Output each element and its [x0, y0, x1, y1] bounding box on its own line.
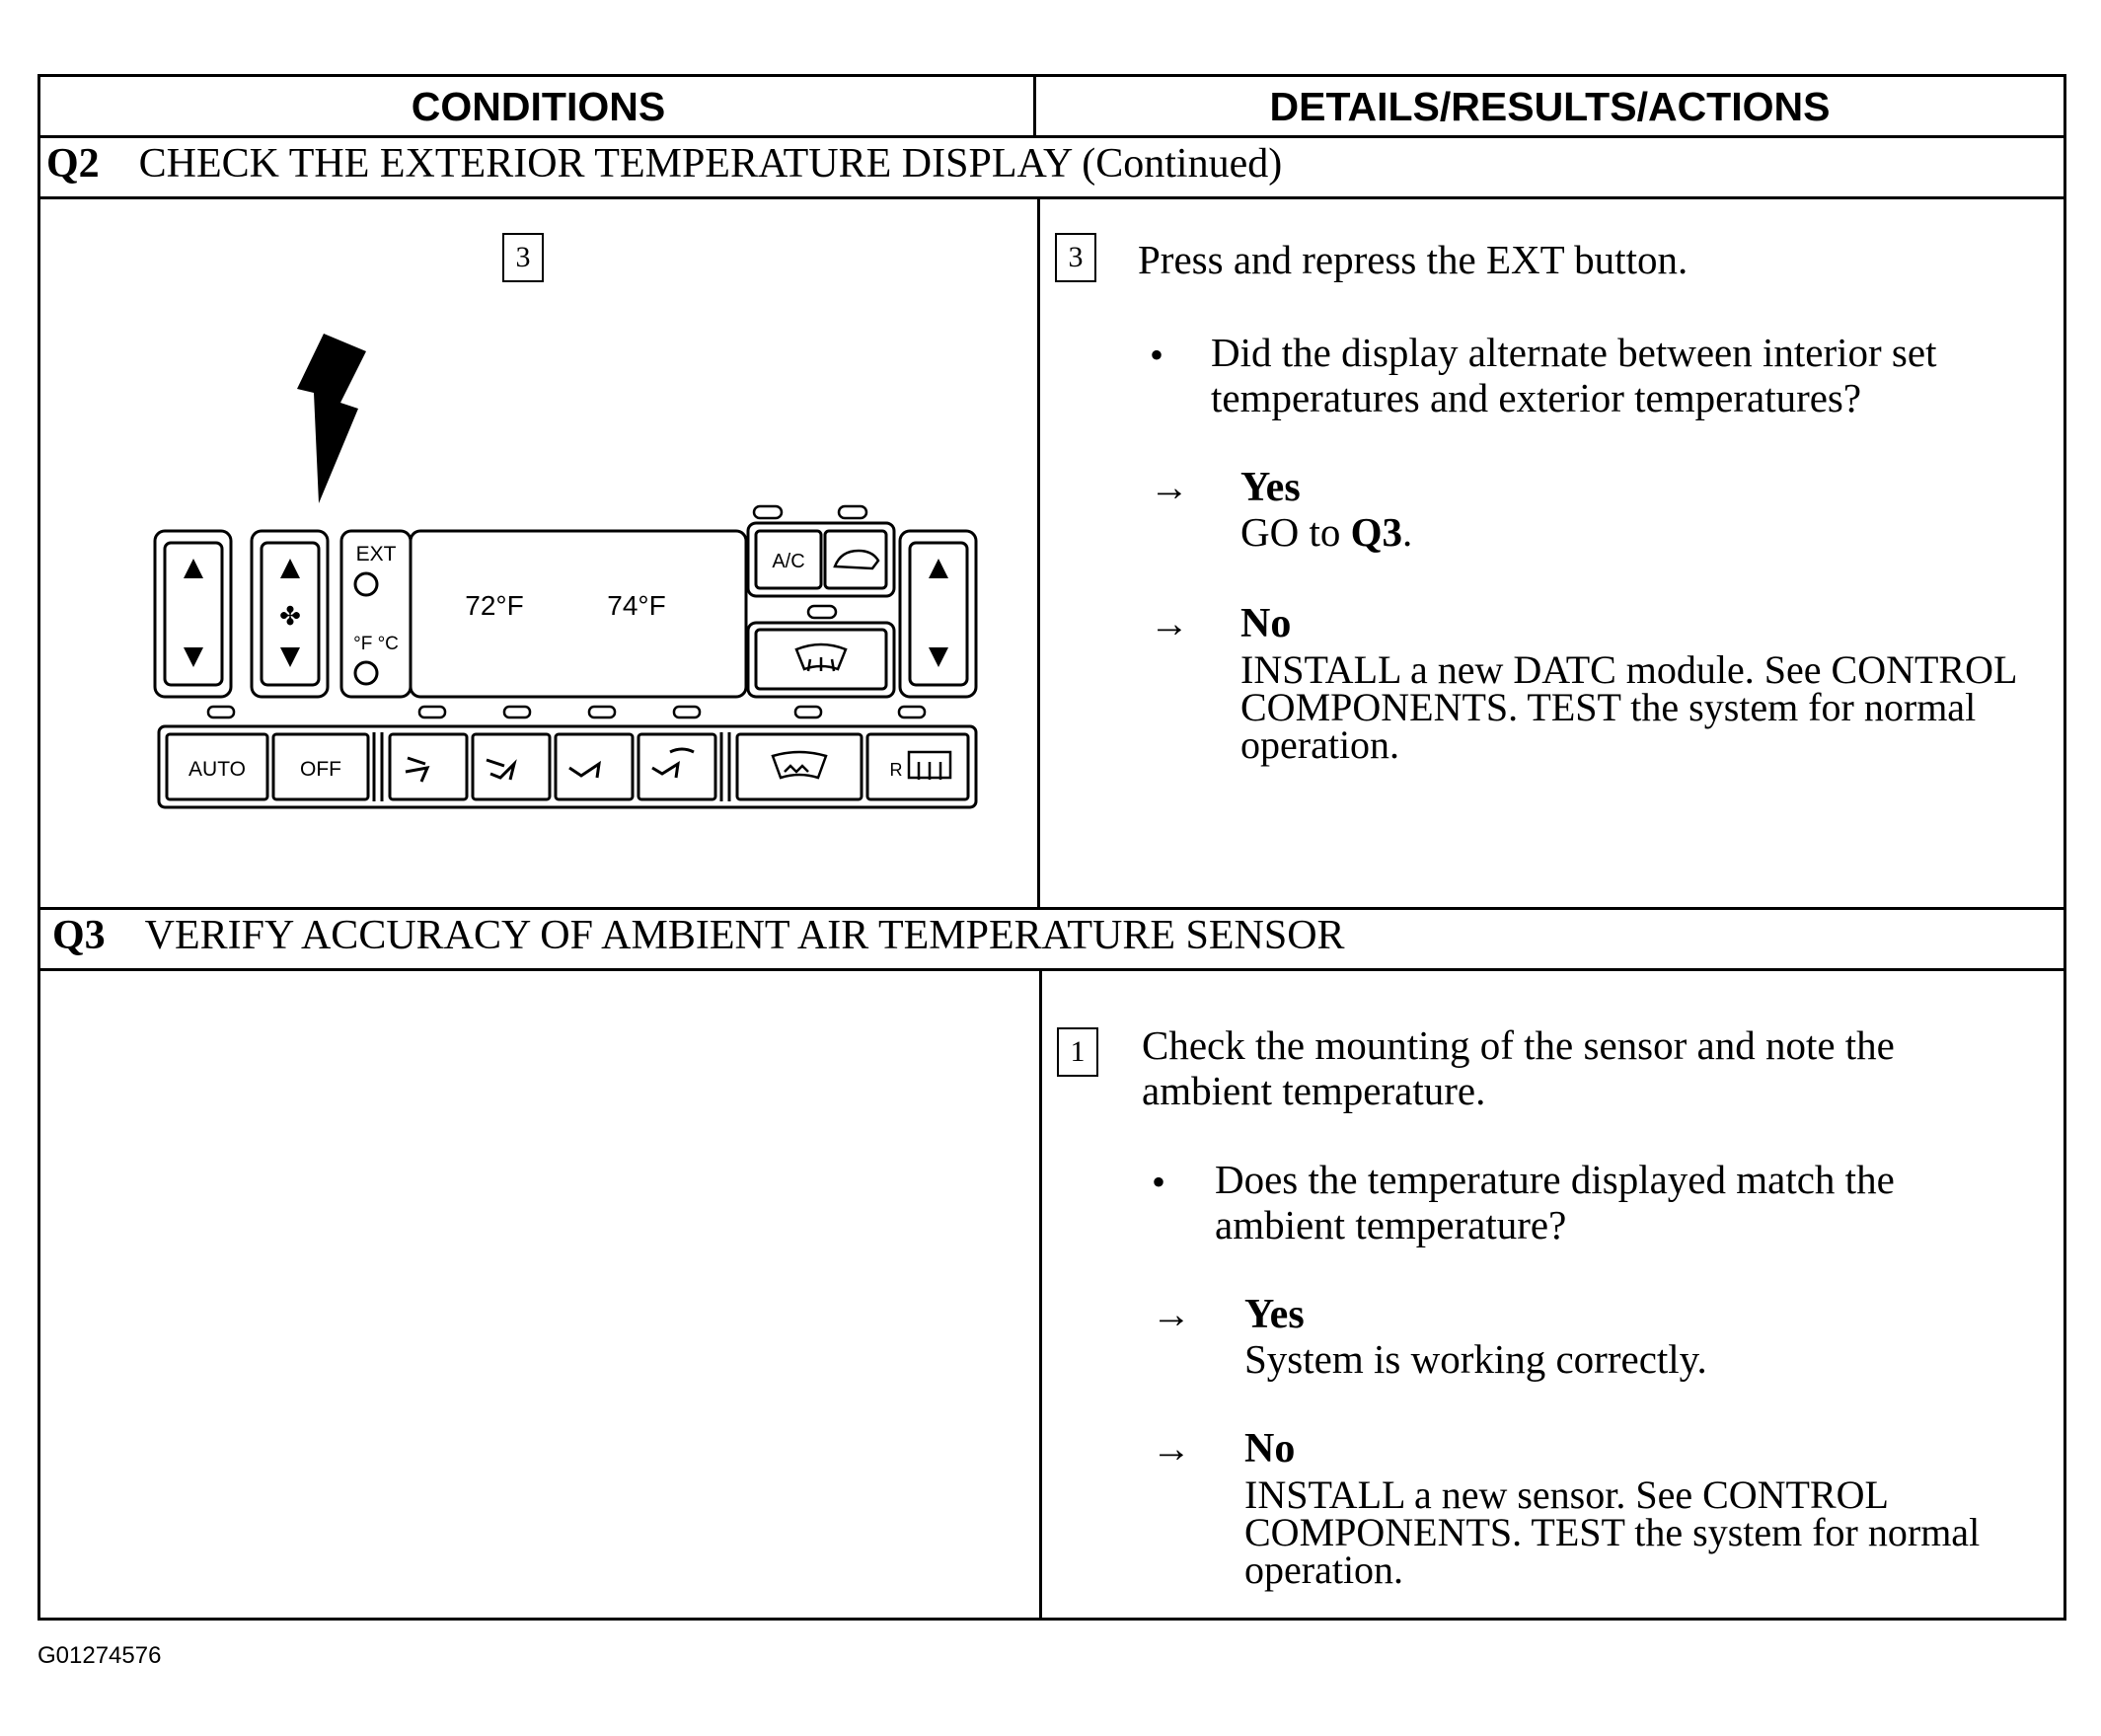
q3-reference[interactable]: Q3	[1350, 509, 1403, 555]
display-temp-left: 72°F	[465, 590, 524, 621]
q2-yes-result: GO to Q3.	[1240, 509, 1413, 555]
f-c-button-icon[interactable]	[355, 662, 377, 684]
q3-no-line3: operation.	[1244, 1547, 1404, 1592]
ext-label: EXT	[355, 543, 397, 566]
atc-control-panel-figure	[112, 334, 980, 886]
q2-yes-label: Yes	[1240, 465, 1301, 510]
rule	[40, 968, 2063, 971]
q3-no-line2: COMPONENTS. TEST the system for normal	[1244, 1510, 1981, 1554]
q2-number: Q2	[46, 141, 100, 187]
floor-defrost-icon	[652, 749, 694, 778]
left-temp-up-icon	[184, 559, 203, 578]
q3-question-line2: ambient temperature?	[1215, 1202, 1567, 1247]
q3-number: Q3	[52, 913, 106, 958]
header-divider	[1033, 77, 1036, 136]
q3-step-box: 1	[1057, 1027, 1098, 1077]
q2-title-row	[46, 140, 1282, 188]
q3-instruction-line2: ambient temperature.	[1142, 1068, 1486, 1113]
off-label: OFF	[300, 758, 341, 781]
q3-instruction-line1: Check the mounting of the sensor and note the	[1142, 1022, 1895, 1068]
ext-button-icon[interactable]	[355, 573, 377, 595]
q2-step-box: 3	[1055, 233, 1096, 282]
q3-bullet: •	[1152, 1160, 1166, 1204]
floor-icon	[569, 764, 599, 778]
q3-no-label: No	[1244, 1426, 1296, 1472]
q2-no-label: No	[1240, 601, 1292, 646]
q3-yes-label: Yes	[1244, 1292, 1305, 1337]
ac-label: A/C	[772, 551, 805, 572]
f-c-label: °F °C	[353, 634, 399, 654]
rear-label: R	[889, 760, 903, 780]
q2-question-line1: Did the display alternate between interior set	[1211, 330, 1937, 375]
pointer-arrow-icon	[297, 334, 366, 503]
rule	[40, 135, 2063, 138]
panel-vent-icon	[406, 758, 427, 782]
rule	[40, 196, 2063, 199]
right-temp-down-icon	[929, 647, 948, 667]
q2-no-line3: operation.	[1240, 722, 1400, 767]
fan-down-icon	[280, 647, 300, 667]
q3-title-row	[52, 912, 1345, 959]
conditions-header: CONDITIONS	[411, 84, 666, 129]
left-temp-rocker[interactable]	[155, 531, 231, 697]
q3-column-divider	[1039, 968, 1042, 1621]
temperature-display	[411, 531, 746, 697]
fan-up-icon	[280, 559, 300, 578]
fan-icon: ✤	[279, 601, 301, 631]
auto-label: AUTO	[188, 758, 246, 781]
q3-no-arrow-icon: →	[1152, 1426, 1191, 1471]
q3-yes-arrow-icon: →	[1152, 1292, 1191, 1336]
figure-step-box: 3	[502, 233, 544, 282]
q2-bullet: •	[1150, 333, 1164, 377]
figure-code: G01274576	[38, 1642, 162, 1669]
diagnostic-table	[38, 74, 2066, 1621]
right-temp-rocker[interactable]	[900, 531, 976, 697]
mode-button-strip	[159, 726, 976, 807]
details-header: DETAILS/RESULTS/ACTIONS	[1269, 84, 1831, 129]
q3-question-line1: Does the temperature displayed match the	[1215, 1157, 1895, 1202]
q2-no-arrow-icon: →	[1150, 601, 1189, 645]
q3-no-line1: INSTALL a new sensor. See CONTROL	[1244, 1472, 1889, 1517]
right-temp-up-icon	[929, 559, 948, 578]
q2-instruction: Press and repress the EXT button.	[1138, 237, 1688, 282]
q2-title: CHECK THE EXTERIOR TEMPERATURE DISPLAY (Continued)	[138, 141, 1283, 187]
recirc-car-icon	[835, 551, 878, 568]
q2-no-line2: COMPONENTS. TEST the system for normal	[1240, 685, 1977, 729]
defrost-icon	[796, 644, 846, 671]
windshield-defrost-icon	[773, 752, 826, 778]
indicator-lights	[208, 707, 925, 717]
q2-no-line1: INSTALL a new DATC module. See CONTROL	[1240, 647, 2018, 692]
q3-title: VERIFY ACCURACY OF AMBIENT AIR TEMPERATURE SENSOR	[144, 913, 1345, 958]
defrost-button[interactable]	[737, 734, 862, 799]
q3-yes-result: System is working correctly.	[1244, 1336, 1707, 1382]
q2-question-line2: temperatures and exterior temperatures?	[1211, 375, 1862, 420]
display-temp-right: 74°F	[607, 590, 666, 621]
bilevel-icon	[487, 760, 514, 780]
left-temp-down-icon	[184, 647, 203, 667]
q2-column-divider	[1037, 196, 1040, 907]
q2-yes-arrow-icon: →	[1150, 465, 1189, 509]
rule	[40, 907, 2063, 910]
